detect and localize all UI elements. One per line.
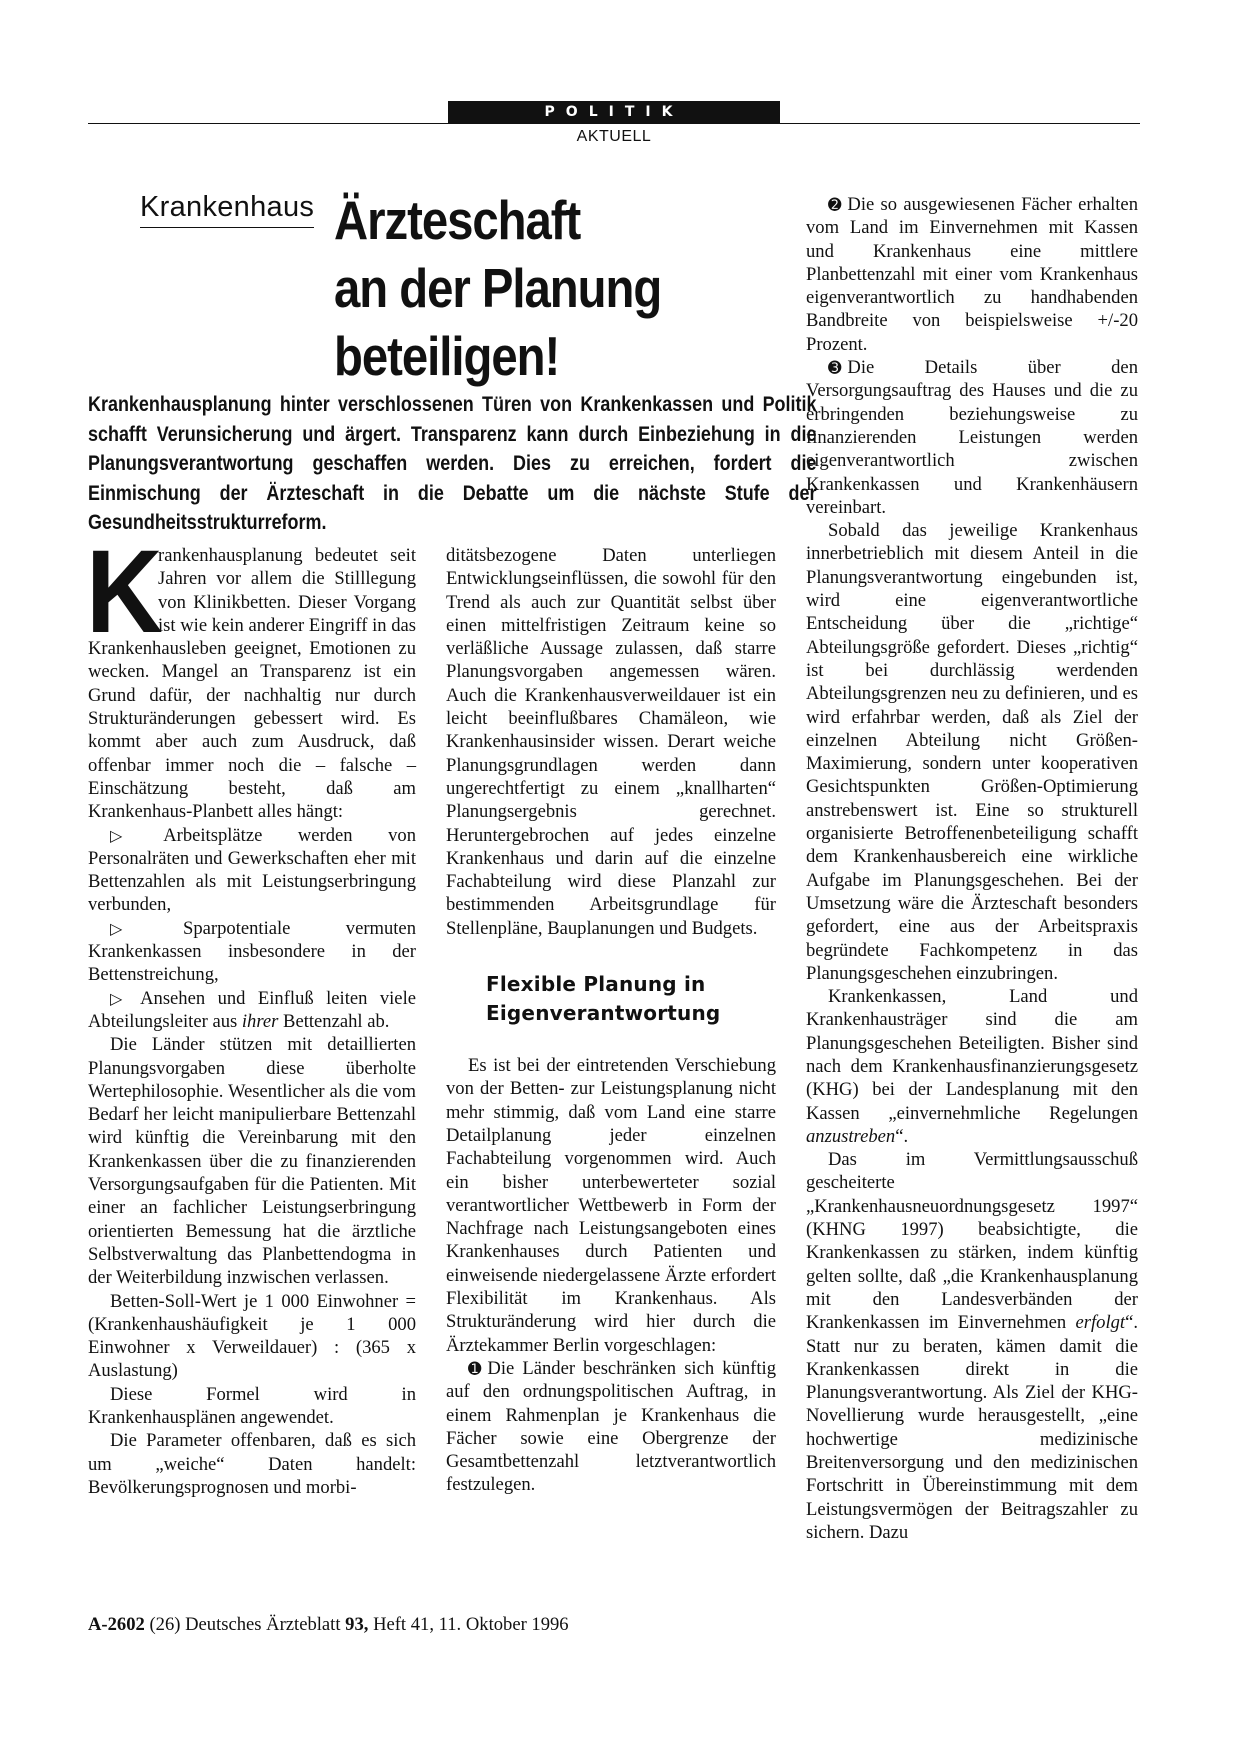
subheading-line-1: Flexible Planung in xyxy=(486,972,706,997)
paragraph-text: rankenhausplanung bedeutet seit Jahren vor allem die Stilllegung von Klinikbetten. Dieser Vorgang ist wie kein anderer Eingriff in das Krankenhausleben geeignet, Emotionen zu wecken. Mangel an Transparenz ist ein Grund dafür, der nachhaltig nur durch Strukturänderungen gebessert wird. Es kommt aber auch zum Ausdruck, daß offenbar immer noch die – falsche – Einschätzung besteht, daß am Krankenhaus-Planbett alles hängt: xyxy=(88,545,416,823)
paragraph xyxy=(86,526,416,824)
subsection-label: AKTUELL xyxy=(576,128,652,145)
bullet-text: Ansehen und Einfluß leiten viele Abteilungsleiter aus xyxy=(88,987,416,1032)
triangle-bullet-icon: ▷ xyxy=(110,988,131,1008)
paragraph: Die Länder stützen mit detaillierten Planungsvorgaben diese überholte Wertephilosophie. Wesentlicher als die vom Bedarf her leicht manipulierbare Bettenzahl wird künftig die Vereinbarung mit den Krankenkassen über die zu finanzierenden Versorgungsaufgaben für die Patienten. Mit einer an fachlicher Leistungserbringung orientierten Bemessung hat die ärztliche Selbstverwaltung das Planbettendogma in der Weiterbildung inzwischen verlassen. xyxy=(88,1034,416,1289)
page-number: A-2602 xyxy=(88,1614,145,1635)
headline-line-1: Ärzteschaft xyxy=(334,189,581,251)
journal-name: (26) Deutsches Ärzteblatt xyxy=(149,1614,341,1635)
emphasis: anzustreben xyxy=(806,1125,896,1147)
number-three-icon: ➌ xyxy=(828,358,842,378)
bullet-text: Arbeitsplätze werden von Personalräten und Gewerkschaften eher mit Bettenzahlen als mit Leistungserbringung verbunden, xyxy=(88,824,417,916)
issue-date: Heft 41, 11. Oktober 1996 xyxy=(373,1614,569,1635)
emphasis: erfolgt xyxy=(1075,1312,1126,1334)
paragraph-text: “. xyxy=(895,1125,909,1147)
paragraph: ditätsbezogene Daten unterliegen Entwicklungseinflüssen, die sowohl für den Trend als auch zur Quantität selbst über einen mittelfristigen Zeitraum keine so verläßliche Aussage zulassen, daß starre Planungsvorgaben angemessen wären. Auch die Krankenhausverweildauer ist ein leicht beeinflußbares Chamäleon, wie Krankenhausinsider wissen. Derart weiche Planungsgrundlagen werden dann ungerechtfertigt zu einem „knallharten“ Planungsergebnis gerechnet. Heruntergebrochen auf jedes einzelne Krankenhaus und darin auf die einzelne Fachabteilung wird diese Planzahl zur bestimmenden Arbeitsgrundlage für Stellenpläne, Bauplanungen und Budgets. xyxy=(446,545,776,939)
bullet-text: Sparpotentiale vermuten Krankenkassen insbesondere in der Bettenstreichung, xyxy=(88,917,416,986)
paragraph-text: “. Statt nur zu beraten, kämen damit die Krankenkassen direkt in die Planungsverantwortung. Als Ziel der KHG-Novellierung wurde herausgestellt, „eine hochwertige medizinische Breitenversorgung und den medizinischen Fortschritt in Übereinstimmung mit dem Leistungsvermögen der Beitragszahler zu sichern. Dazu xyxy=(806,1312,1139,1543)
number-two-icon: ➋ xyxy=(828,195,842,214)
headline-line-3: beteiligen! xyxy=(334,325,560,387)
column-3 xyxy=(806,193,1138,1544)
paragraph: Es ist bei der eintretenden Verschiebung von der Betten- zur Leistungsplanung nicht mehr stimmig, daß vom Land eine starre Detailplanung jeder einzelnen Fachabteilung vorgenommen wird. Auch ein bisher unterbewerteter sozial verantwortlicher Wettbewerb in Form der Nachfrage nach Leistungsangeboten eines Krankenhauses durch Patienten und einweisende niedergelassene Ärzte erfordert Flexibilität im Krankenhaus. Als Strukturänderung wird hier durch die Ärztekammer Berlin vorgeschlagen: xyxy=(446,1055,776,1356)
triangle-bullet-icon: ▷ xyxy=(110,918,174,938)
subheading xyxy=(486,970,776,1028)
emphasis: ihrer xyxy=(241,1010,279,1032)
item-text: Die Länder beschränken sich künftig auf den ordnungspolitischen Auftrag, in einem Rahmenplan je Krankenhaus die Fächer sowie eine Obergrenze der Gesamtbettenzahl letztverantwortlich festzulegen. xyxy=(446,1357,776,1496)
article-kicker: Krankenhaus xyxy=(140,190,314,228)
paragraph: Die Parameter offenbaren, daß es sich um „weiche“ Daten handelt: Bevölkerungsprognosen und morbi- xyxy=(88,1430,416,1498)
numbered-item xyxy=(446,1357,776,1497)
numbered-item xyxy=(806,193,1138,356)
section-label: POLITIK xyxy=(448,101,780,123)
formula: Betten-Soll-Wert je 1 000 Einwohner = (Krankenhaushäufigkeit je 1 000 Einwohner x Verweildauer) : (365 x Auslastung) xyxy=(88,1290,416,1382)
number-one-icon: ➊ xyxy=(468,1358,482,1378)
triangle-bullet-icon: ▷ xyxy=(110,825,154,845)
bullet-item xyxy=(88,824,416,917)
paragraph: Sobald das jeweilige Krankenhaus innerbetrieblich mit diesem Anteil in die Planungsverantwortung eingebunden ist, wird eine eigenverantwortliche Entscheidung über die „richtige“ Abteilungsgröße gefordert. Dieses „richtig“ ist bei durchlässig werdenden Abteilungsgrenzen neu zu definieren, und es wird erfahrbar werden, daß als Ziel der einzelnen Abteilung nicht Größen-Maximierung, sondern unter kooperativen Gesichtspunkten Größen-Optimierung anstrebenswert ist. Eine so strukturell organisierte Betroffenenbeteiligung schafft dem Krankenhausbereich eine wirkliche Aufgabe im Planungsgeschehen. Bei der Umsetzung wäre die Ärzteschaft besonders gefordert, eine aus der Arbeitspraxis begründete Fachkompetenz in das Planungsgeschehen einzubringen. xyxy=(806,520,1138,984)
paragraph xyxy=(806,985,1138,1148)
headline-line-2: an der Planung xyxy=(334,257,662,319)
drop-cap: K xyxy=(86,526,163,658)
bullet-text: Bettenzahl ab. xyxy=(283,1010,390,1032)
paragraph: Diese Formel wird in Krankenhausplänen angewendet. xyxy=(88,1383,416,1428)
numbered-item xyxy=(806,356,1138,519)
journal-volume: 93, xyxy=(345,1614,369,1635)
paragraph xyxy=(806,1148,1138,1544)
paragraph-text: Krankenkassen, Land und Krankenhausträger sind die am Planungsgeschehen Beteiligten. Bisher sind nach dem Krankenhausfinanzierungsgesetz (KHG) bei der Landesplanung mit den Kassen „einvernehmliche Regelungen xyxy=(806,986,1138,1124)
bullet-item xyxy=(88,987,416,1034)
column-1 xyxy=(86,526,417,1499)
item-text: Die Details über den Versorgungsauftrag des Hauses und die zu erbringenden beziehungsweise zu finanzierenden Leistungen werden eigenverantwortlich zwischen Krankenkassen und Krankenhäusern vereinbart. xyxy=(806,357,1138,518)
header-rule xyxy=(88,123,1140,124)
article-headline xyxy=(334,186,730,390)
subheading-line-2: Eigenverantwortung xyxy=(486,1001,721,1026)
article-lead: Krankenhausplanung hinter verschlossenen Türen von Krankenkassen und Politik schafft Verunsicherung und ärgert. Transparenz kann durch Einbeziehung in die Planungsverantwortung geschaffen werden. Dies zu erreichen, fordert die Einmischung der Ärzteschaft in die Debatte um die nächste Stufe der Gesundheitsstrukturreform. xyxy=(88,393,817,534)
column-2 xyxy=(446,544,776,1497)
bullet-item xyxy=(88,917,416,987)
page-footer xyxy=(88,1614,569,1636)
item-text: Die so ausgewiesenen Fächer erhalten vom Land im Einvernehmen mit Kassen und Krankenhaus eine mittlere Planbettenzahl mit einer vom Krankenhaus eigenverantwortlich zu handhabenden Bandbreite von beispielsweise +/-20 Prozent. xyxy=(806,194,1138,355)
paragraph-text: Das im Vermittlungsausschuß gescheiterte „Krankenhausneuordnungsgesetz 1997“ (KHNG 1997) beabsichtigte, die Krankenkassen zu stärken, indem künftig gelten sollte, daß „die Krankenhausplanung mit den Landesverbänden der Krankenkassen im Einvernehmen xyxy=(806,1149,1138,1334)
